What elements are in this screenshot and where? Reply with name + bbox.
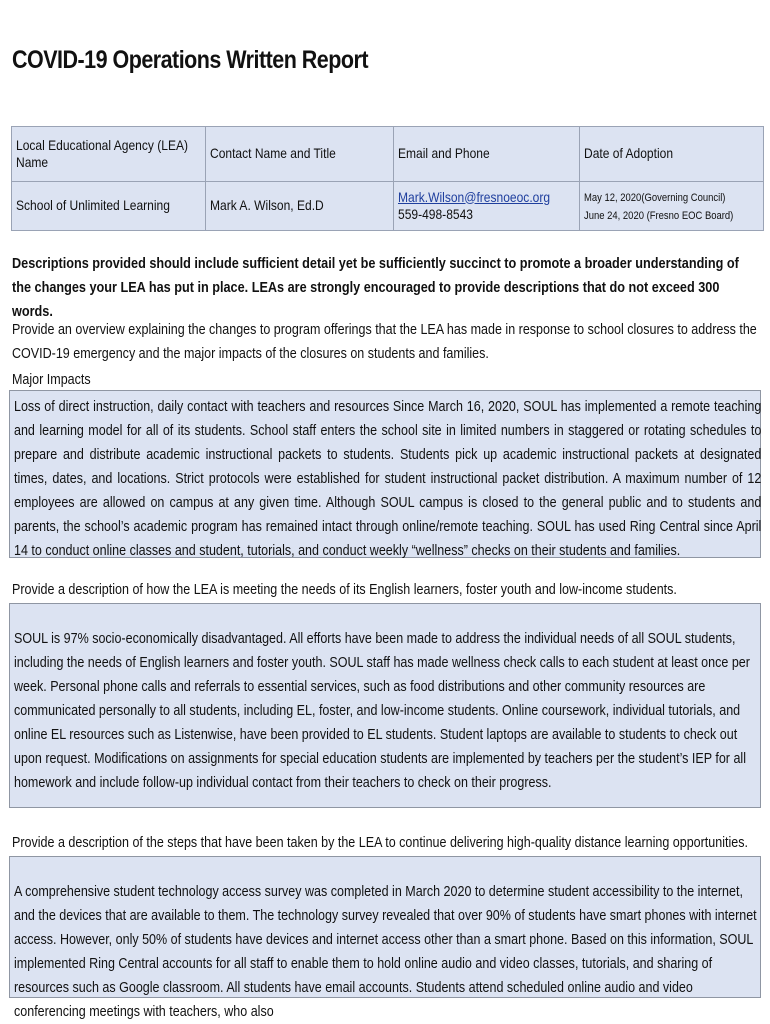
cell-contact: Mark A. Wilson, Ed.D: [206, 182, 394, 231]
instructions-note: Descriptions provided should include sufficient detail yet be sufficiently succinct to promote a broader understanding of the changes your LEA has put in place. LEAs are strongly encouraged to provide descriptions that do not exceed 300 words.: [12, 255, 739, 320]
cell-email-phone: [394, 182, 580, 231]
email-link[interactable]: Mark.Wilson@fresnoeoc.org: [398, 188, 551, 205]
header-lea-name: Local Educational Agency (LEA) Name: [12, 127, 206, 182]
table-header-row: [12, 127, 764, 182]
section3-response-text: A comprehensive student technology access survey was completed in March 2020 to determine student accessibility to the internet, and the devices that are available to them. The technology survey revealed that over 90% of students have smart phones with internet access. However, only 50% of students have devices and internet access other than a smart phone. Based on this information, SOUL implemented Ring Central accounts for all staff to enable them to hold online audio and video classes, tutorials, and sharing of resources such as Google classroom. All students have email accounts. Students attend scheduled online audio and video conferencing meetings with teachers, who also: [14, 883, 757, 1020]
adoption-date-2: June 24, 2020 (Fresno EOC Board): [584, 210, 734, 222]
page-title: COVID-19 Operations Written Report: [12, 46, 368, 74]
header-date-adoption: Date of Adoption: [580, 127, 764, 182]
cell-lea-name: School of Unlimited Learning: [12, 182, 206, 231]
section3-prompt: Provide a description of the steps that have been taken by the LEA to continue delivering high-quality distance learning opportunities.: [12, 834, 748, 851]
phone-text: 559-498-8543: [398, 206, 473, 222]
header-contact: Contact Name and Title: [206, 127, 394, 182]
section3-response-box: [9, 856, 761, 1020]
section1-prompt: Provide an overview explaining the changes to program offerings that the LEA has made in response to school closures to address the COVID-19 emergency and the major impacts of the closures on students and families.: [12, 321, 757, 362]
section2-response-text: SOUL is 97% socio-economically disadvantaged. All efforts have been made to address the individual needs of all SOUL students, including the needs of English learners and foster youth. SOUL staff has made wellness check calls to each student at least once per week. Personal phone calls and referrals to essential services, such as food distributions and other community resources are communicated personally to all students, including EL, foster, and low-income students. Online coursework, individual tutorials, and online EL resources such as Listenwise, have been provided to EL students. Student laptops are available to students to check out upon request. Modifications on assignments for special education students are implemented by teachers per the student’s IEP for all homework and include follow-up individual contact from their teachers to check on their progress.: [14, 630, 750, 791]
section1-response-text: Loss of direct instruction, daily contact with teachers and resources Since March 16, 2020, SOUL has implemented a remote teaching and learning model for all of its students. School staff enters the school site in limited numbers in staggered or rotating schedules to prepare and distribute academic instructional packets to students. Students pick up academic instructional packets at designated times, dates, and locations. Strict protocols were established for student instructional packet distribution. A maximum number of 12 employees are allowed on campus at any given time. Although SOUL campus is closed to the general public and to students and parents, the school’s academic program has remained intact through online/remote teaching. SOUL has used Ring Central since April 14 to conduct online classes and student, tutorials, and conduct weekly “wellness” checks on their students and families.: [14, 398, 762, 559]
table-row: [12, 182, 764, 231]
section1-subheading: Major Impacts: [12, 371, 91, 388]
header-email-phone: Email and Phone: [394, 127, 580, 182]
adoption-date-1: May 12, 2020(Governing Council): [584, 192, 726, 205]
section2-response-box: [9, 603, 761, 808]
section1-response-box: [9, 390, 761, 558]
section2-prompt: Provide a description of how the LEA is meeting the needs of its English learners, foster youth and low-income students.: [12, 581, 677, 598]
lea-info-table: [11, 126, 764, 231]
cell-adoption-dates: [580, 182, 764, 231]
